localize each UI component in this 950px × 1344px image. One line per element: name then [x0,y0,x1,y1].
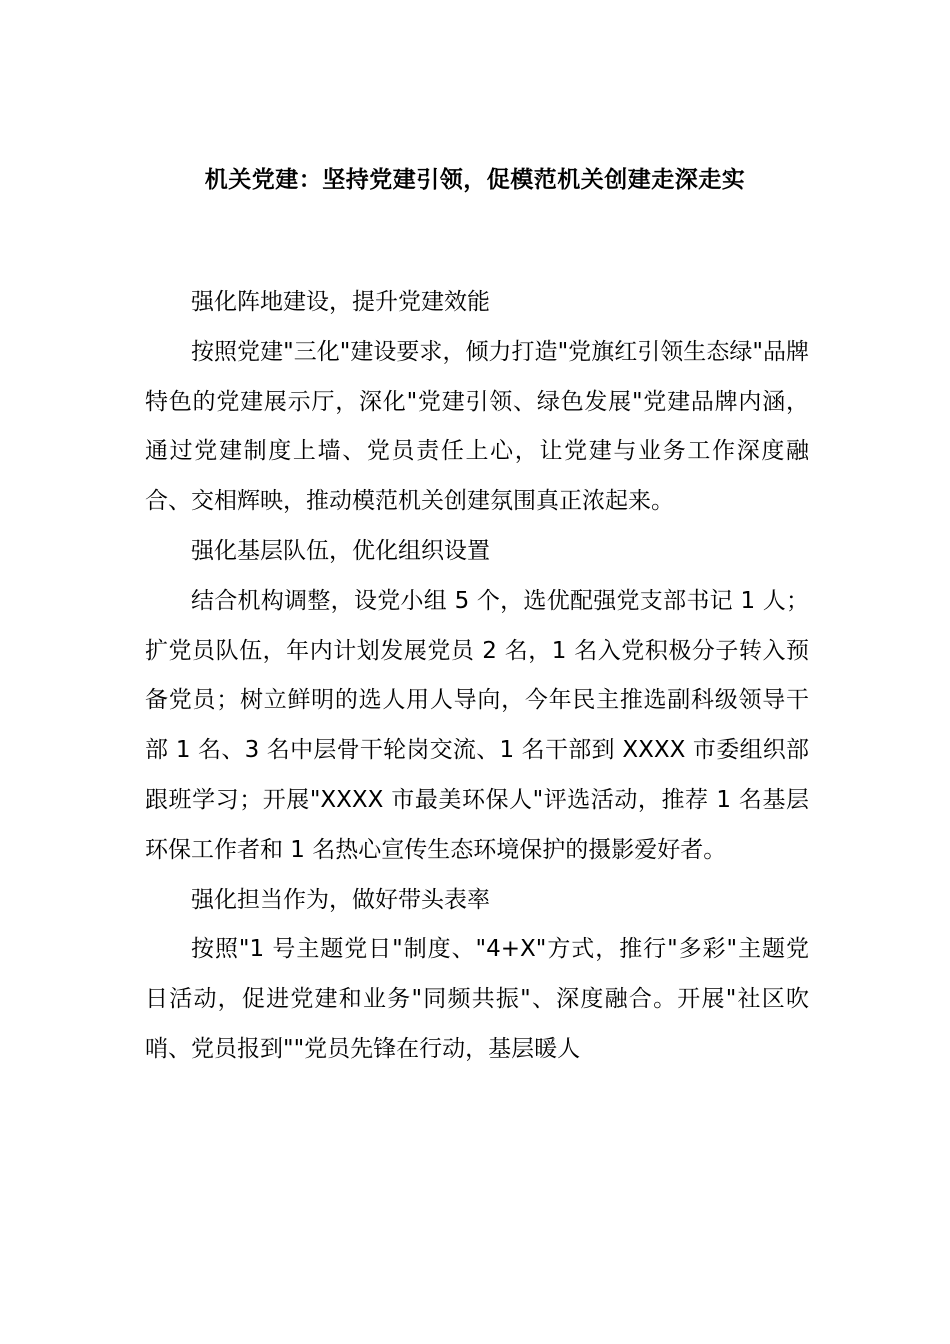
section-heading-3: 强化担当作为，做好带头表率 [191,886,490,913]
section-paragraph-1: 按照党建"三化"建设要求，倾力打造"党旗红引领生态绿"品牌特色的党建展示厅，深化"党建引领、绿色发展"党建品牌内涵，通过党建制度上墙、党员责任上心，让党建与业务工作深度融合、交相辉映，推动模范机关创建氛围真正浓起来。 [145,338,809,515]
section-paragraph-2: 结合机构调整，设党小组 5 个，选优配强党支部书记 1 人；扩党员队伍，年内计划发展党员 2 名，1 名入党积极分子转入预备党员；树立鲜明的选人用人导向，今年民主推选副科级领导干部 1 名、3 名中层骨干轮岗交流、1 名干部到 XXXX 市委组织部跟班学习；开展"XXXX 市最美环保人"评选活动，推荐 1 名基层环保工作者和 1 名热心宣传生态环境保护的摄影爱好者。 [145,587,809,863]
document-body [145,278,809,1075]
section-heading-1: 强化阵地建设，提升党建效能 [191,289,490,315]
section-paragraph-3: 按照"1 号主题党日"制度、"4+X"方式，推行"多彩"主题党日活动，促进党建和业务"同频共振"、深度融合。开展"社区吹哨、党员报到""党员先锋在行动，基层暖人 [145,936,809,1062]
document-title: 机关党建：坚持党建引领，促模范机关创建走深走实 [204,167,746,193]
section-heading-2: 强化基层队伍，优化组织设置 [191,537,490,564]
